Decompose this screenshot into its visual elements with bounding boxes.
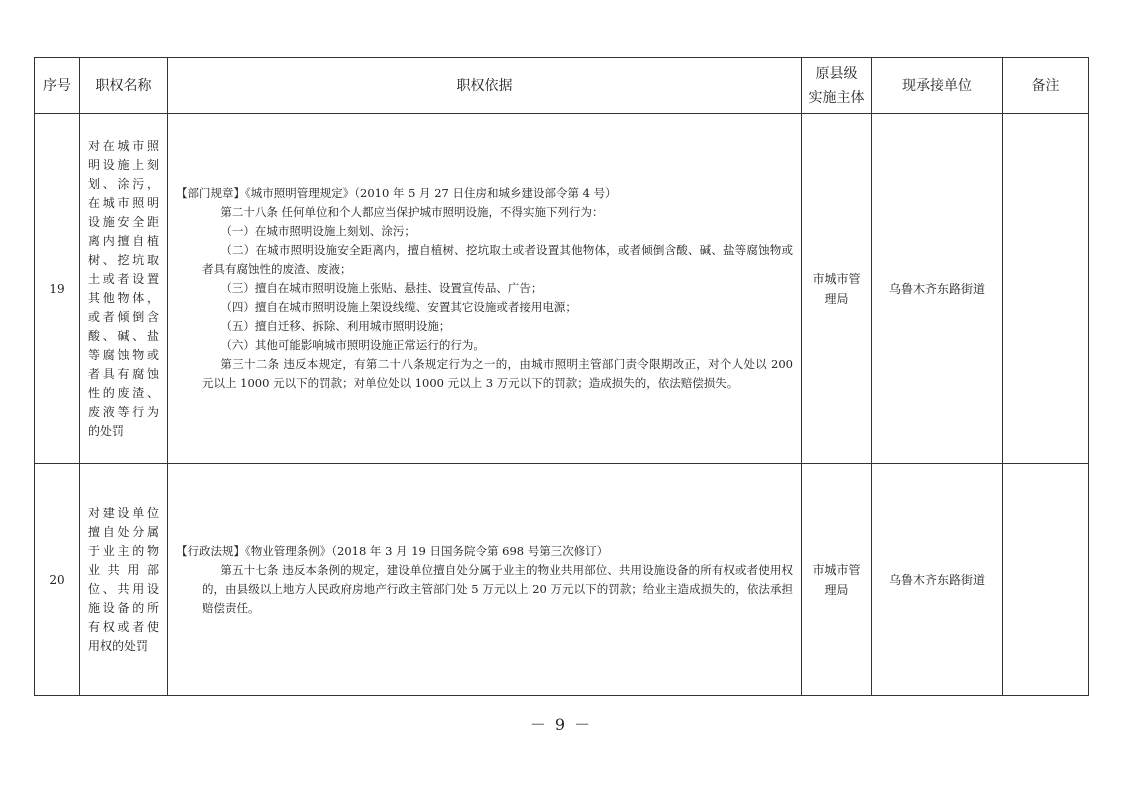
basis-paragraph: 【行政法规】《物业管理条例》（2018 年 3 月 19 日国务院令第 698 号第三次修订） — [176, 543, 609, 558]
basis-paragraph: （三）擅自在城市照明设施上张贴、悬挂、设置宣传品、广告； — [220, 281, 543, 295]
basis-paragraph: 第三十二条 违反本规定，有第二十八条规定行为之一的，由城市照明主管部门责令限期改正，对个人处以 200 元以上 1000 元以下的罚款；对单位处以 1000 元以上 3 万元以下的罚款；造成损失的，依法赔偿损失。 — [202, 357, 793, 390]
row-authority-basis — [168, 114, 802, 464]
row-original-entity — [802, 464, 872, 696]
row-note — [1003, 114, 1089, 464]
table-row — [35, 114, 1089, 464]
authority-table — [34, 57, 1089, 696]
row-seq: 19 — [35, 114, 80, 464]
basis-paragraph: （六）其他可能影响城市照明设施正常运行的行为。 — [220, 338, 485, 352]
header-note: 备注 — [1003, 58, 1089, 114]
basis-paragraph: 【部门规章】《城市照明管理规定》（2010 年 5 月 27 日住房和城乡建设部令第 4 号） — [176, 186, 617, 200]
row-authority-name: 对建设单位擅自处分属于业主的物业共用部位、共用设施设备的所有权或者使用权的处罚 — [80, 464, 168, 696]
row-authority-name: 对在城市照明设施上刻划、涂污，在城市照明设施安全距离内擅自植树、挖坑取土或者设置其他物体，或者倾倒含酸、碱、盐等腐蚀物或者具有腐蚀性的废渣、废液等行为的处罚 — [80, 114, 168, 464]
original-entity-line1: 市城市管 — [812, 271, 861, 286]
basis-paragraph: （二）在城市照明设施安全距离内，擅自植树、挖坑取土或者设置其他物体，或者倾倒含酸、碱、盐等腐蚀物或者具有腐蚀性的废渣、废液； — [202, 243, 793, 276]
basis-paragraph: 第二十八条 任何单位和个人都应当保护城市照明设施，不得实施下列行为： — [220, 205, 604, 219]
page-number: － 9 － — [529, 715, 593, 734]
original-entity-line2: 理局 — [824, 291, 849, 306]
row-seq: 20 — [35, 464, 80, 696]
row-current-unit: 乌鲁木齐东路街道 — [872, 464, 1003, 696]
row-original-entity — [802, 114, 872, 464]
header-current-unit: 现承接单位 — [872, 58, 1003, 114]
basis-paragraph: （五）擅自迁移、拆除、利用城市照明设施； — [220, 319, 451, 333]
row-note — [1003, 464, 1089, 696]
row-authority-basis — [168, 464, 802, 696]
row-current-unit: 乌鲁木齐东路街道 — [872, 114, 1003, 464]
basis-paragraph: （四）擅自在城市照明设施上架设线缆、安置其它设施或者接用电源； — [220, 300, 577, 314]
header-original-entity — [802, 58, 872, 114]
header-seq: 序号 — [35, 58, 80, 114]
header-basis: 职权依据 — [168, 58, 802, 114]
original-entity-line1: 市城市管 — [812, 562, 861, 577]
table-row — [35, 464, 1089, 696]
header-original-entity-line1: 原县级 — [815, 65, 858, 82]
table-header-row — [35, 58, 1089, 114]
header-original-entity-line2: 实施主体 — [808, 89, 865, 106]
basis-paragraph: 第五十七条 违反本条例的规定，建设单位擅自处分属于业主的物业共用部位、共用设施设备的所有权或者使用权的，由县级以上地方人民政府房地产行政主管部门处 5 万元以上 20 万元以下的罚款；给业主造成损失的，依法承担赔偿责任。 — [202, 562, 793, 615]
original-entity-line2: 理局 — [824, 582, 849, 597]
basis-paragraph: （一）在城市照明设施上刻划、涂污； — [220, 224, 416, 238]
header-name: 职权名称 — [80, 58, 168, 114]
